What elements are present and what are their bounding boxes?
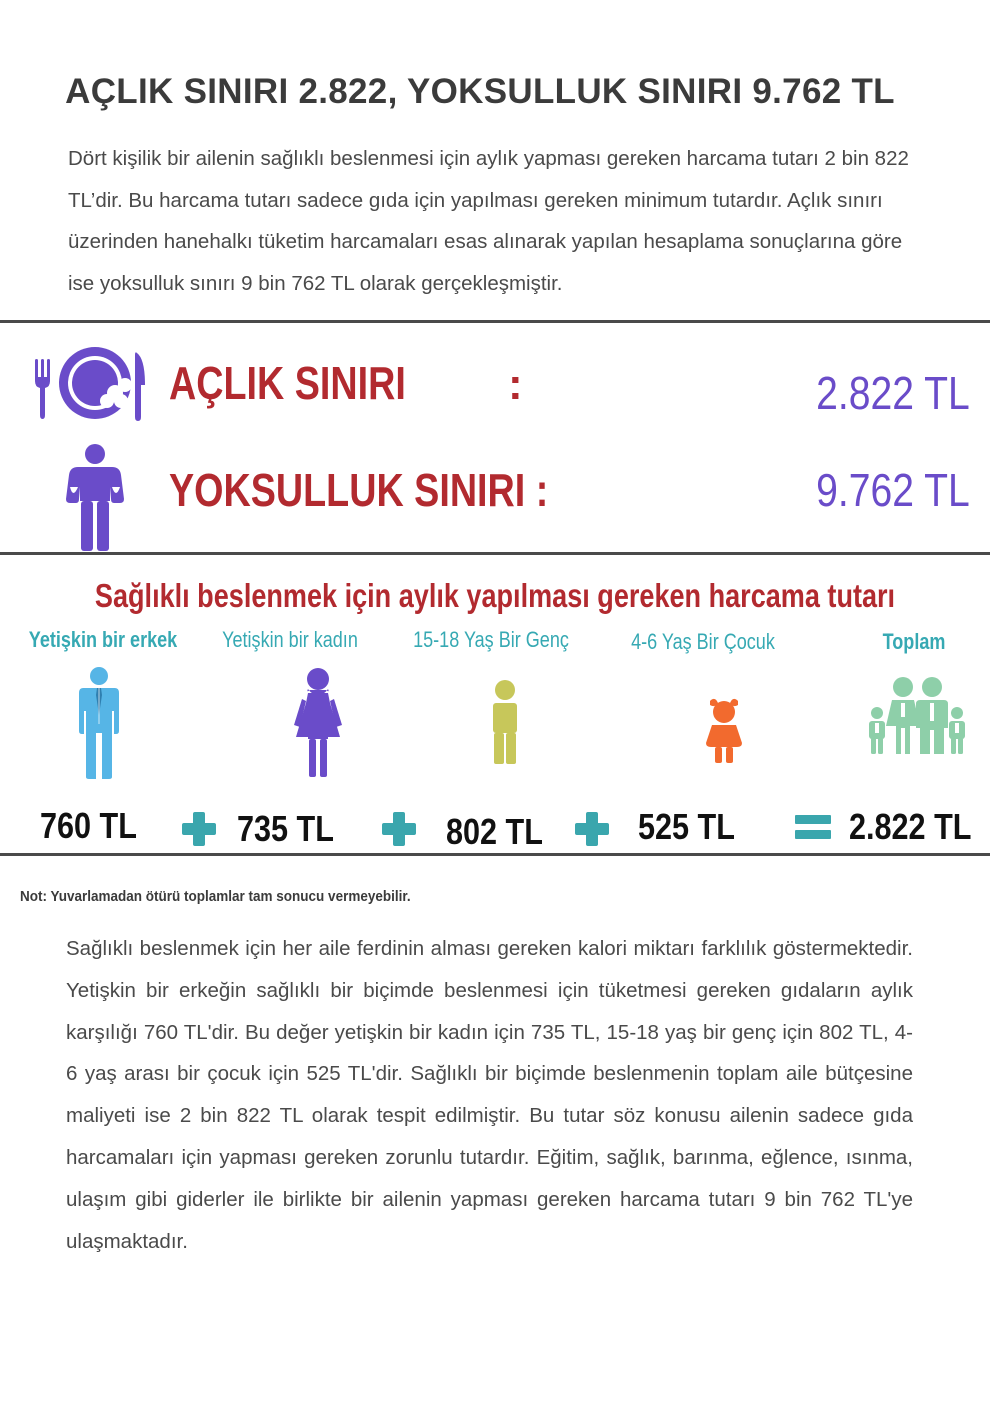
body-paragraph: Sağlıklı beslenmek için her aile ferdinin alması gereken kalori miktarı farklılık göstermektedir. Yetişkin bir erkeğin sağlıklı bir biçimde beslenmesi için tüketmesi gereken gıdaların aylık karşılığı 760 TL'dir. Bu değer yetişkin bir kadın için 735 TL, 15-18 yaş bir genç için 802 TL, 4-6 yaş arası bir çocuk için 525 TL'dir. Sağlıklı bir biçimde beslenmenin toplam aile bütçesine maliyeti ise 2 bin 822 TL olarak tespit edilmiştir. Bu tutar söz konusu ailenin sadece gıda harcamaları için yapması gereken zorunlu tutardır. Eğitim, sağlık, barınma, eğlence, ısınma, ulaşım gibi giderler ile birlikte bir ailenin yapması gereken harcama tutarı 9 bin 762 TL'ye ulaşmaktadır. [66, 937, 913, 1253]
plus-icon [382, 812, 416, 846]
member-label-total: Toplam [882, 629, 946, 654]
member-label-child: 4-6 Yaş Bir Çocuk [631, 629, 775, 654]
divider-top [0, 320, 990, 323]
amount-adult-female: 735 TL [237, 808, 334, 849]
poverty-threshold-value: 9.762 TL [816, 464, 970, 516]
adult-female-icon [292, 667, 344, 779]
member-label-adult-male: Yetişkin bir erkek [28, 627, 178, 652]
plate-fork-knife-icon [33, 345, 148, 425]
plus-icon [575, 812, 609, 846]
child-icon [704, 697, 744, 765]
amount-child: 525 TL [638, 806, 735, 847]
hunger-threshold-label: AÇLIK SINIRI [169, 357, 406, 409]
spending-title: Sağlıklı beslenmek için aylık yapılması gereken harcama tutarı [94, 577, 896, 614]
member-label-adult-female: Yetişkin bir kadın [222, 627, 358, 652]
poverty-threshold-label: YOKSULLUK SINIRI : [169, 464, 549, 516]
hunger-threshold-colon: : [508, 360, 523, 409]
adult-male-icon [77, 667, 121, 779]
amount-total: 2.822 TL [849, 806, 972, 847]
equals-icon [795, 815, 831, 839]
intro-paragraph: Dört kişilik bir ailenin sağlıklı beslenmesi için aylık yapması gereken harcama tutarı 2 bin 822 TL’dir. Bu harcama tutarı sadece gıda için yapılması gereken minimum tutardır. Açlık sınırı üzerinden hanehalkı tüketim harcamaları esas alınarak yapılan hesaplama sonuçlarına göre ise yoksulluk sınırı 9 bin 762 TL olarak gerçekleşmiştir. [68, 147, 909, 295]
plus-icon [182, 812, 216, 846]
member-label-teen: 15-18 Yaş Bir Genç [413, 627, 569, 652]
empty-pockets-person-icon [64, 443, 126, 553]
amount-adult-male: 760 TL [40, 805, 137, 846]
teen-icon [491, 680, 519, 766]
hunger-threshold-value: 2.822 TL [816, 367, 970, 419]
divider-bottom [0, 853, 990, 856]
divider-middle [0, 552, 990, 555]
amount-teen: 802 TL [446, 811, 543, 852]
page-title: AÇLIK SINIRI 2.822, YOKSULLUK SINIRI 9.762 TL [65, 72, 895, 111]
family-icon [864, 676, 968, 756]
rounding-note: Not: Yuvarlamadan ötürü toplamlar tam sonucu vermeyebilir. [20, 888, 411, 905]
